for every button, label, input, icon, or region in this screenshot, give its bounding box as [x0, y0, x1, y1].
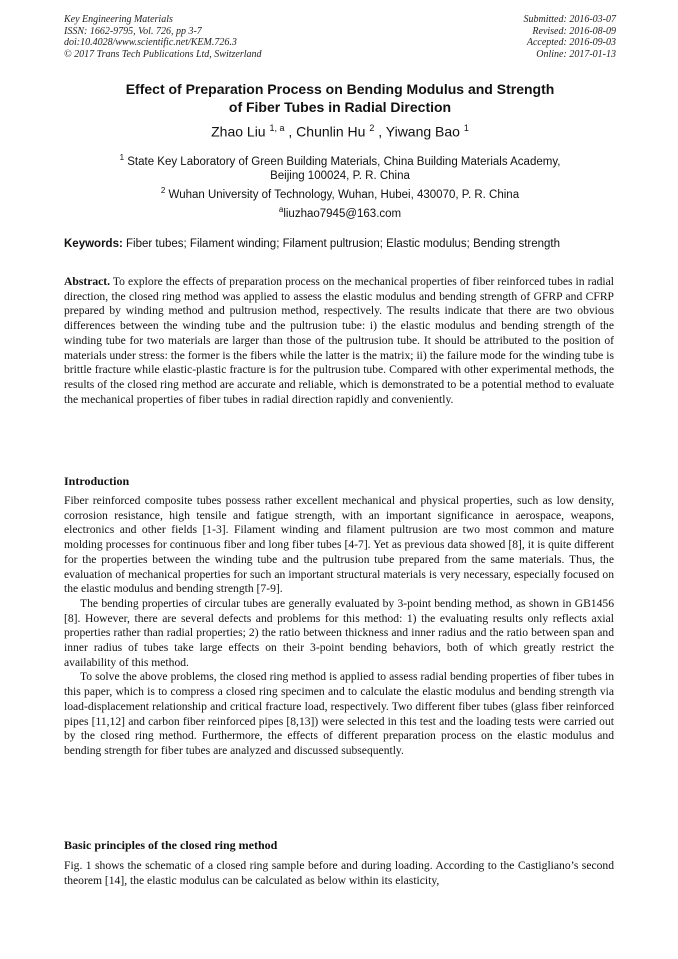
- author-1: Zhao Liu: [211, 123, 266, 140]
- date-submitted: Submitted: 2016-03-07: [523, 14, 616, 25]
- journal-header: [64, 14, 616, 60]
- section-heading-introduction: Introduction: [64, 474, 130, 488]
- title-line-1: Effect of Preparation Process on Bending Modulus and Strength: [125, 81, 555, 97]
- abstract-label: Abstract.: [64, 275, 111, 288]
- affiliation-1-line-1: State Key Laboratory of Green Building Materials, China Building Materials Academy,: [127, 155, 561, 168]
- paragraph: The bending properties of circular tubes are generally evaluated by 3-point bending method, as shown in GB1456 [8]. However, there are several defects and problems for this method: 1) the evaluating results only reflects axial properties rather than radial properties; 2) the ratio between thickness and inner radius and the ratio between span and inner radius of tubes take large effects on their 3-point bending behaviors, both of which greatly restrict the availability of this method.: [64, 596, 614, 669]
- journal-issn: ISSN: 1662-9795, Vol. 726, pp 3-7: [64, 25, 202, 37]
- date-revised: Revised: 2016-08-09: [532, 25, 616, 37]
- date-online: Online: 2017-01-13: [536, 48, 616, 60]
- author-1-sup: 1, a: [269, 123, 285, 133]
- email-link[interactable]: liuzhao7945@163.com: [283, 207, 402, 220]
- basic-principles-body: [64, 859, 614, 888]
- date-accepted: Accepted: 2016-09-03: [526, 37, 616, 48]
- affiliation-1-line-2: Beijing 100024, P. R. China: [270, 169, 410, 182]
- affiliation-1: [64, 151, 616, 183]
- paragraph: Fig. 1 shows the schematic of a closed ring sample before and during loading. According to the Castigliano’s second theorem [14], the elastic modulus can be calculated as below within its elasticity,: [64, 859, 614, 887]
- author-separator: ,: [378, 123, 386, 140]
- abstract-text: To explore the effects of preparation process on the mechanical properties of fiber reinforced tubes in radial direction, the closed ring method was applied to assess the elastic modulus and bending strength of GFRP and CFRP prepared by winding method and pultrusion method, respectively. The results indicate that there are two obvious differences between the winding tube and the pultrusion tube: i) the elastic modulus and bending strength of the winding tube for two materials are larger than those of the pultrusion tube. It should be attributed to the position of materials under stress: the former is the fibers while the latter is the matrix; ii) the failure mode for the winding tube is brittle fracture while elastic-plastic fracture is for the pultrusion tube. Compared with other experimental methods, the results of the closed ring method are accurate and reliable, which is demonstrated to be a potential method to evaluate the mechanical properties of fiber tubes in radial direction rapidly and conveniently.: [64, 275, 614, 406]
- journal-name: Key Engineering Materials: [64, 14, 173, 25]
- keywords: [64, 238, 616, 250]
- author-email: [64, 203, 616, 221]
- paragraph: To solve the above problems, the closed ring method is applied to assess radial bending properties of fiber tubes in this paper, which is to compress a closed ring specimen and to calculate the elastic modulus and bending strength via load-displacement relationship and critical fracture load, respectively. Two different fiber tubes (glass fiber reinforced pipes [11,12] and carbon fiber reinforced pipes [8,13]) were selected in this test and the loading tests were carried out by the closed ring method. Furthermore, the effects of different preparation process on the elastic modulus and bending strength for fiber tubes are analyzed and discussed subsequently.: [64, 670, 614, 757]
- journal-info: [64, 14, 262, 60]
- keywords-text: Fiber tubes; Filament winding; Filament pultrusion; Elastic modulus; Bending strength: [126, 238, 561, 250]
- journal-copyright: © 2017 Trans Tech Publications Ltd, Switzerland: [64, 48, 262, 60]
- author-2-sup: 2: [369, 123, 375, 133]
- author-2: Chunlin Hu: [296, 123, 366, 140]
- affiliation-2-text: Wuhan University of Technology, Wuhan, Hubei, 430070, P. R. China: [168, 188, 520, 201]
- paper-title: [64, 80, 616, 116]
- title-line-2: of Fiber Tubes in Radial Direction: [228, 99, 452, 115]
- affiliation-2: [64, 184, 616, 202]
- keywords-label: Keywords:: [64, 238, 123, 250]
- email-sup: a: [278, 205, 284, 214]
- introduction-body: [64, 494, 614, 759]
- author-3: Yiwang Bao: [385, 123, 460, 140]
- affiliation-2-sup: 2: [160, 186, 166, 195]
- author-list: [64, 123, 616, 140]
- affiliation-1-sup: 1: [119, 153, 125, 162]
- abstract: [64, 275, 614, 407]
- submission-dates: [524, 14, 617, 60]
- author-3-sup: 1: [463, 123, 469, 133]
- paragraph: Fiber reinforced composite tubes possess rather excellent mechanical and physical properties, such as low density, corrosion resistance, high tensile and fatigue strength, with an important significance in aerospace, weapons, electronics and other fields [1-3]. Filament winding and filament pultrusion are two most common and mature molding processes for continuous fiber and long fiber tubes [4-7]. Yet as previous data showed [8], it is quite different for the properties between the winding tube and the pultrusion tube prepared from the same materials. Thus, the evaluation of mechanical properties for such an important structural materials is very necessary, especially focused on the elastic modulus and bending strength [7-9].: [64, 494, 614, 596]
- section-heading-basic-principles: Basic principles of the closed ring method: [64, 838, 278, 852]
- journal-doi[interactable]: doi:10.4028/www.scientific.net/KEM.726.3: [64, 37, 237, 48]
- author-separator: ,: [288, 123, 297, 140]
